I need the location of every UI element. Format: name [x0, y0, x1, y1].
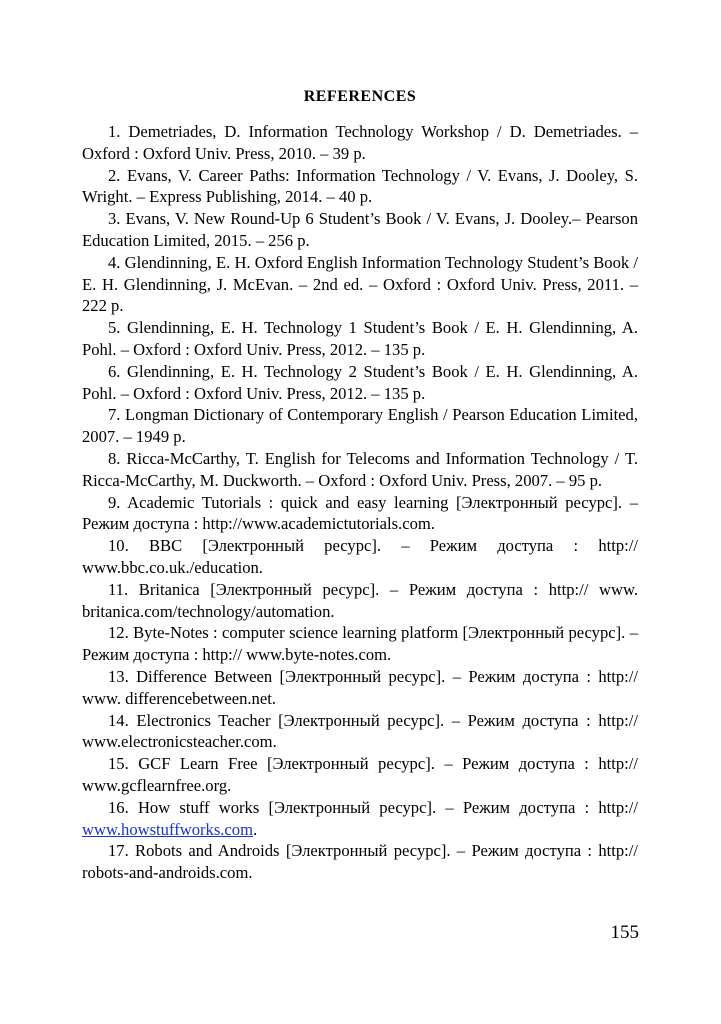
reference-item [82, 753, 638, 797]
reference-item [82, 492, 638, 536]
reference-item [82, 448, 638, 492]
reference-item [82, 361, 638, 405]
reference-text: 1. Demetriades, D. Information Technology Workshop / D. Demetriades. – Oxford : Oxford Univ. Press, 2010. – 39 p. [82, 122, 638, 163]
reference-item [82, 121, 638, 165]
reference-text: 16. How stuff works [Электронный ресурс]. – Режим доступа : http:// [108, 797, 638, 817]
reference-item [82, 579, 638, 623]
reference-item [82, 165, 638, 209]
reference-text: 2. Evans, V. Career Paths: Information Technology / V. Evans, J. Dooley, S. Wright. – Express Publishing, 2014. – 40 p. [82, 165, 638, 207]
reference-item [82, 252, 638, 317]
reference-item [82, 208, 638, 252]
reference-item [82, 666, 638, 710]
reference-text: 4. Glendinning, E. H. Oxford English Information Technology Student’s Book / E. H. Glendinning, J. McEvan. – 2nd ed. – Oxford : Oxford Univ. Press, 2011. – 222 p. [82, 252, 638, 316]
page-title: REFERENCES [303, 88, 417, 105]
reference-item [82, 622, 638, 666]
reference-item [82, 840, 638, 884]
reference-item [82, 797, 638, 841]
reference-text-end: . [253, 819, 258, 839]
references-list [82, 121, 638, 884]
reference-text: 11. Britanica [Электронный ресурс]. – Режим доступа : http:// www. britanica.com/technology/automation. [82, 579, 638, 621]
reference-text: 13. Difference Between [Электронный ресурс]. – Режим доступа : http:// www. differencebetween.net. [82, 666, 638, 708]
reference-item [82, 317, 638, 361]
reference-text: 7. Longman Dictionary of Contemporary English / Pearson Education Limited, 2007. – 1949 p. [82, 405, 638, 447]
reference-text: 10. BBC [Электронный ресурс]. – Режим доступа : http:// www.bbc.co.uk./education. [82, 536, 638, 577]
reference-item [82, 535, 638, 579]
reference-text: 9. Academic Tutorials : quick and easy learning [Электронный ресурс]. – Режим доступа : http://www.academictutorials.com. [82, 492, 638, 534]
reference-text: 14. Electronics Teacher [Электронный ресурс]. – Режим доступа : http:// www.electronicsteacher.com. [82, 710, 638, 752]
reference-text: 15. GCF Learn Free [Электронный ресурс]. – Режим доступа : http:// www.gcflearnfree.org. [82, 754, 638, 795]
howstuffworks-link[interactable]: www.howstuffworks.com [82, 819, 253, 839]
page-number: 155 [610, 922, 639, 943]
reference-item [82, 404, 638, 448]
reference-text: 6. Glendinning, E. H. Technology 2 Student’s Book / E. H. Glendinning, A. Pohl. – Oxford : Oxford Univ. Press, 2012. – 135 p. [82, 361, 638, 403]
reference-text: 5. Glendinning, E. H. Technology 1 Student’s Book / E. H. Glendinning, A. Pohl. – Oxford : Oxford Univ. Press, 2012. – 135 p. [82, 318, 638, 359]
reference-text: 3. Evans, V. New Round-Up 6 Student’s Book / V. Evans, J. Dooley.– Pearson Education Limited, 2015. – 256 p. [82, 209, 638, 250]
reference-text: 8. Ricca-McCarthy, T. English for Telecoms and Information Technology / T. Ricca-McCarthy, M. Duckworth. – Oxford : Oxford Univ. Press, 2007. – 95 p. [82, 448, 638, 490]
reference-text: 12. Byte-Notes : computer science learning platform [Электронный ресурс]. – Режим доступа : http:// www.byte-notes.com. [82, 623, 638, 665]
reference-item [82, 710, 638, 754]
reference-text: 17. Robots and Androids [Электронный ресурс]. – Режим доступа : http:// robots-and-androids.com. [82, 841, 638, 883]
